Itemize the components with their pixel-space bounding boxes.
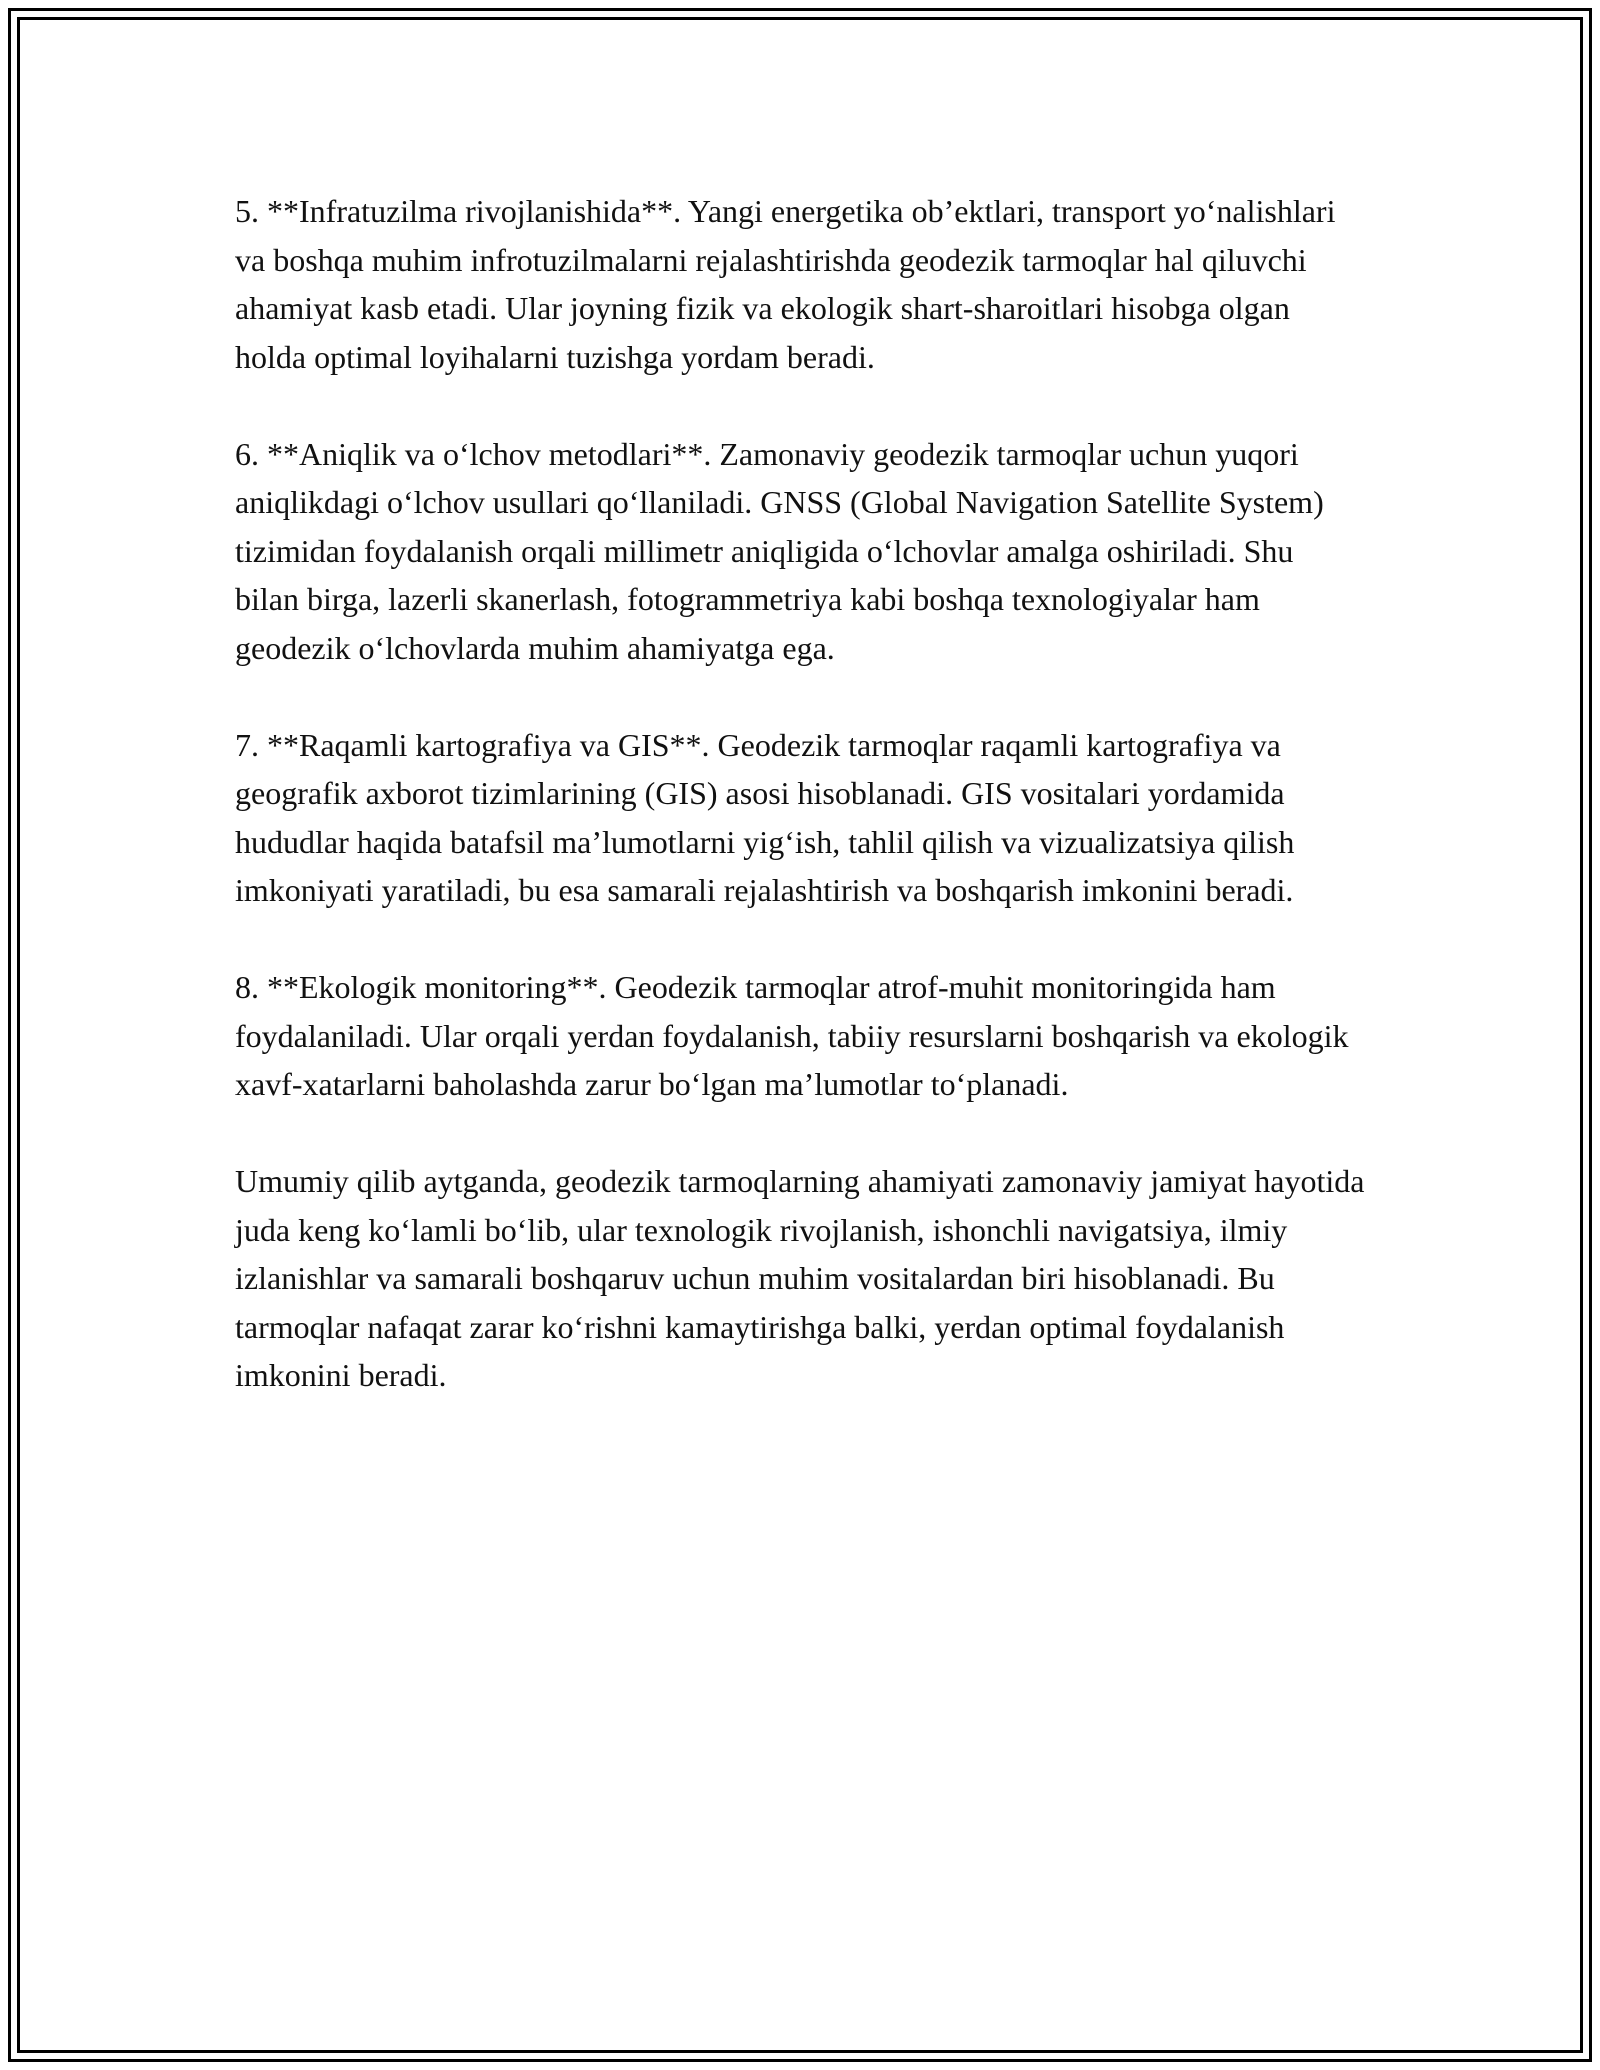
document-body [235, 187, 1365, 1448]
paragraph-ecological-monitoring: 8. **Ekologik monitoring**. Geodezik tarmoqlar atrof-muhit monitoringida ham foydalaniladi. Ular orqali yerdan foydalanish, tabiiy resurslarni boshqarish va ekologik xavf-xatarlarni baholashda zarur bo‘lgan ma’lumotlar to‘planadi. [235, 969, 1349, 1102]
paragraph-infrastructure: 5. **Infratuzilma rivojlanishida**. Yangi energetika ob’ektlari, transport yo‘nalishlari va boshqa muhim infrotuzilmalarni rejalashtirishda geodezik tarmoqlar hal qiluvchi ahamiyat kasb etadi. Ular joyning fizik va ekologik shart-sharoitlari hisobga olgan holda optimal loyihalarni tuzishga yordam beradi. [235, 193, 1336, 375]
paragraph-digital-cartography-gis: 7. **Raqamli kartografiya va GIS**. Geodezik tarmoqlar raqamli kartografiya va geografik axborot tizimlarining (GIS) asosi hisoblanadi. GIS vositalari yordamida hududlar haqida batafsil ma’lumotlarni yig‘ish, tahlil qilish va vizualizatsiya qilish imkoniyati yaratiladi, bu esa samarali rejalashtirish va boshqarish imkonini beradi. [235, 726, 1295, 908]
paragraph-accuracy-methods: 6. **Aniqlik va o‘lchov metodlari**. Zamonaviy geodezik tarmoqlar uchun yuqori aniqlikdagi o‘lchov usullari qo‘llaniladi. GNSS (Global Navigation Satellite System) tizimidan foydalanish orqali millimetr aniqligida o‘lchovlar amalga oshiriladi. Shu bilan birga, lazerli skanerlash, fotogrammetriya kabi boshqa texnologiyalar ham geodezik o‘lchovlarda muhim ahamiyatga ega. [235, 435, 1324, 666]
paragraph-conclusion: Umumiy qilib aytganda, geodezik tarmoqlarning ahamiyati zamonaviy jamiyat hayotida juda keng ko‘lamli bo‘lib, ular texnologik rivojlanish, ishonchli navigatsiya, ilmiy izlanishlar va samarali boshqaruv uchun muhim vositalardan biri hisoblanadi. Bu tarmoqlar nafaqat zarar ko‘rishni kamaytirishga balki, yerdan optimal foydalanish imkonini beradi. [235, 1163, 1365, 1393]
